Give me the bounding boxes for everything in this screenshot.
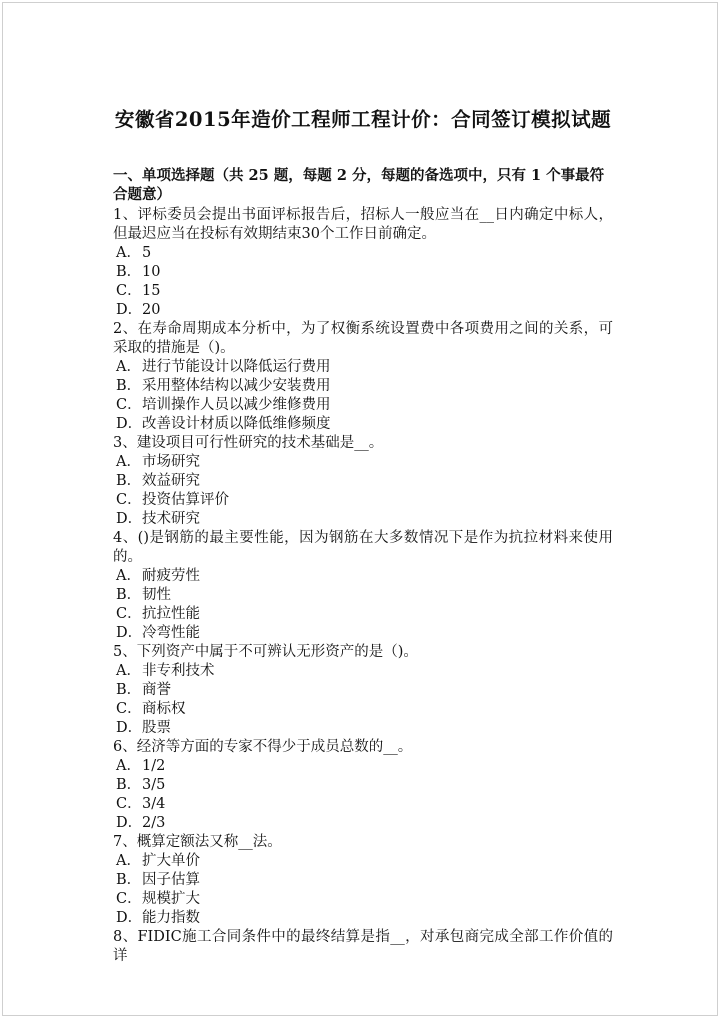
question-text: 6、经济等方面的专家不得少于成员总数的__。 xyxy=(113,739,413,755)
answer-option xyxy=(113,377,613,396)
answer-option xyxy=(113,605,613,624)
option-letter: D． xyxy=(116,511,143,527)
answer-option xyxy=(113,453,613,472)
option-text: 5 xyxy=(142,245,152,261)
question-list xyxy=(113,206,613,966)
option-text: 采用整体结构以减少安装费用 xyxy=(142,378,331,394)
option-text: 投资估算评价 xyxy=(142,492,229,508)
option-text: 扩大单价 xyxy=(142,853,200,869)
answer-option xyxy=(113,890,613,909)
option-text: 因子估算 xyxy=(142,872,200,888)
answer-option xyxy=(113,852,613,871)
option-letter: C． xyxy=(116,701,142,717)
question-text: 8、FIDIC施工合同条件中的最终结算是指__，对承包商完成全部工作价值的详 xyxy=(113,929,613,964)
option-text: 20 xyxy=(142,302,161,318)
option-text: 耐疲劳性 xyxy=(142,568,200,584)
option-text: 非专利技术 xyxy=(142,663,215,679)
question-text: 1、评标委员会提出书面评标报告后，招标人一般应当在__日内确定中标人，但最迟应当在投标有效期结束30个工作日前确定。 xyxy=(113,207,613,242)
answer-option xyxy=(113,776,613,795)
answer-option xyxy=(113,700,613,719)
answer-option xyxy=(113,662,613,681)
option-text: 15 xyxy=(142,283,161,299)
answer-option xyxy=(113,719,613,738)
option-letter: A． xyxy=(116,758,141,774)
option-letter: C． xyxy=(116,397,142,413)
answer-option xyxy=(113,491,613,510)
option-letter: B． xyxy=(116,777,142,793)
answer-option xyxy=(113,871,613,890)
option-text: 1/2 xyxy=(142,758,166,774)
option-text: 规模扩大 xyxy=(142,891,200,907)
option-letter: A． xyxy=(116,568,141,584)
answer-option xyxy=(113,681,613,700)
option-letter: D． xyxy=(116,815,143,831)
option-text: 抗拉性能 xyxy=(142,606,200,622)
option-text: 市场研究 xyxy=(142,454,200,470)
answer-option xyxy=(113,795,613,814)
option-text: 培训操作人员以减少维修费用 xyxy=(142,397,331,413)
option-text: 能力指数 xyxy=(142,910,200,926)
option-letter: A． xyxy=(116,245,141,261)
option-text: 商誉 xyxy=(142,682,171,698)
option-letter: B． xyxy=(116,473,142,489)
option-letter: C． xyxy=(116,891,142,907)
answer-option xyxy=(113,415,613,434)
option-text: 3/4 xyxy=(142,796,166,812)
option-text: 韧性 xyxy=(142,587,171,603)
option-letter: C． xyxy=(116,606,142,622)
option-letter: A． xyxy=(116,853,141,869)
option-letter: B． xyxy=(116,872,142,888)
question-text: 7、概算定额法又称__法。 xyxy=(113,834,282,850)
answer-option xyxy=(113,567,613,586)
section-header: 一、单项选择题（共 25 题，每题 2 分，每题的备选项中，只有 1 个事最符合题意） xyxy=(113,167,605,203)
option-letter: C． xyxy=(116,492,142,508)
option-letter: D． xyxy=(116,302,143,318)
option-text: 进行节能设计以降低运行费用 xyxy=(142,359,331,375)
option-letter: C． xyxy=(116,283,142,299)
option-text: 冷弯性能 xyxy=(142,625,200,641)
answer-option xyxy=(113,472,613,491)
answer-option xyxy=(113,624,613,643)
question-text: 5、下列资产中属于不可辨认无形资产的是（)。 xyxy=(113,644,418,660)
option-text: 2/3 xyxy=(142,815,166,831)
answer-option xyxy=(113,244,613,263)
document-title: 安徽省2015年造价工程师工程计价：合同签订模拟试题 xyxy=(114,108,612,131)
question-text: 3、建设项目可行性研究的技术基础是__。 xyxy=(113,435,384,451)
answer-option xyxy=(113,757,613,776)
option-letter: B． xyxy=(116,264,142,280)
option-text: 10 xyxy=(142,264,161,280)
answer-option xyxy=(113,282,613,301)
option-letter: A． xyxy=(116,454,141,470)
option-letter: D． xyxy=(116,910,143,926)
option-text: 技术研究 xyxy=(142,511,200,527)
answer-option xyxy=(113,814,613,833)
answer-option xyxy=(113,301,613,320)
document-body xyxy=(113,104,613,966)
answer-option xyxy=(113,396,613,415)
option-text: 商标权 xyxy=(142,701,186,717)
option-letter: B． xyxy=(116,378,142,394)
question-text: 4、()是钢筋的最主要性能，因为钢筋在大多数情况下是作为抗拉材料来使用的。 xyxy=(113,530,613,565)
option-letter: A． xyxy=(116,663,141,679)
answer-option xyxy=(113,510,613,529)
answer-option xyxy=(113,263,613,282)
question-text: 2、在寿命周期成本分析中，为了权衡系统设置费中各项费用之间的关系，可采取的措施是（)。 xyxy=(113,321,613,356)
option-text: 改善设计材质以降低维修频度 xyxy=(142,416,331,432)
option-letter: D． xyxy=(116,416,143,432)
option-letter: D． xyxy=(116,720,143,736)
option-text: 效益研究 xyxy=(142,473,200,489)
answer-option xyxy=(113,909,613,928)
option-letter: B． xyxy=(116,682,142,698)
option-letter: C． xyxy=(116,796,142,812)
answer-option xyxy=(113,586,613,605)
option-text: 股票 xyxy=(142,720,171,736)
option-letter: A． xyxy=(116,359,141,375)
answer-option xyxy=(113,358,613,377)
option-letter: D． xyxy=(116,625,143,641)
option-text: 3/5 xyxy=(142,777,166,793)
option-letter: B． xyxy=(116,587,142,603)
